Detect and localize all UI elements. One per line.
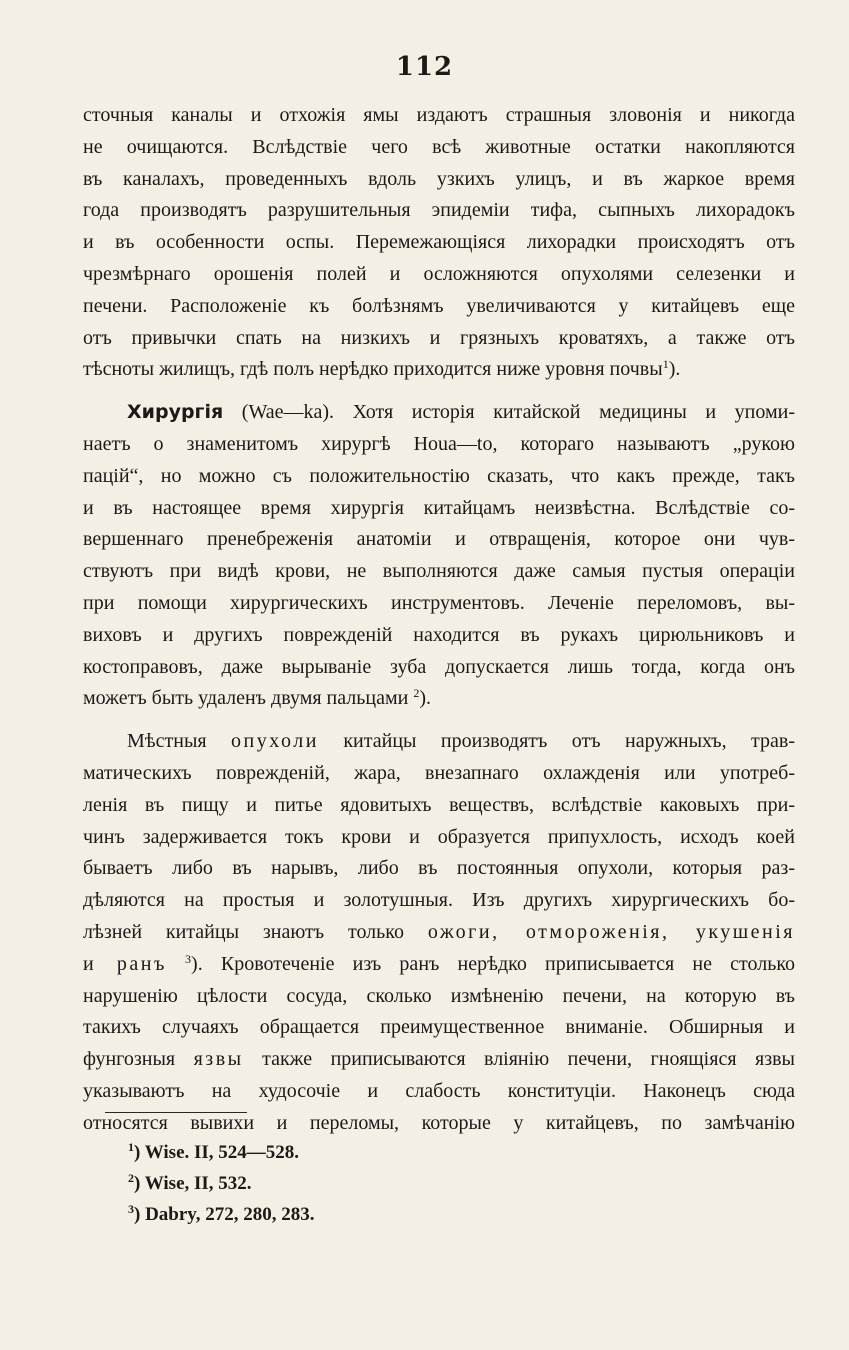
text-line: виховъ и другихъ поврежденій находится въ рукахъ цирюльниковъ и: [83, 623, 795, 646]
text-run: также приписываются вліянію печени, гноящіяся язвы: [262, 1048, 795, 1071]
spaced-term: ожоги, отмороженія, укушенія: [427, 920, 795, 943]
text-run: тѣсноты жилищъ, гдѣ полъ нерѣдко приходится ниже уровня почвы: [83, 358, 663, 381]
text-line: такихъ случаяхъ обращается преимущественное вниманіе. Обширныя и: [83, 1016, 795, 1039]
text-run: можетъ быть удаленъ двумя пальцами: [83, 687, 409, 710]
footnote-item: [128, 1168, 628, 1199]
text-line: года производятъ разрушительныя эпидеміи тифа, сыпныхъ лихорадокъ: [83, 199, 795, 222]
text-run: лѣзней китайцы знаютъ только: [83, 920, 404, 943]
text-line: указываютъ на худосочіе и слабость конституціи. Наконецъ сюда: [83, 1079, 795, 1102]
footnote-mark: 2: [128, 1171, 134, 1185]
footnote-text: ) Wise. II, 524—528.: [134, 1142, 300, 1163]
footnote-mark: 3: [128, 1202, 134, 1216]
text-line: ленія въ пищу и питье ядовитыхъ веществъ, вслѣдствіе каковыхъ при-: [83, 793, 795, 816]
paragraph-3: [83, 726, 795, 1139]
text-line: костоправовъ, даже вырываніе зуба допускается лишь тогда, когда онъ: [83, 655, 795, 678]
footnote-mark: 1: [128, 1140, 134, 1154]
spaced-term: и ранъ: [83, 952, 167, 975]
text-line: [83, 949, 795, 981]
footnote-item: [128, 1199, 628, 1230]
paragraph-2: [83, 397, 795, 715]
text-run: фунгозныя: [83, 1048, 176, 1071]
text-line: чинъ задерживается токъ крови и образуется припухлость, исходъ коей: [83, 825, 795, 848]
text-line: [83, 354, 795, 386]
text-line: [83, 397, 795, 429]
text-line: и въ особенности оспы. Перемежающіяся лихорадки происходятъ отъ: [83, 231, 795, 254]
footnote-text: ) Wise, II, 532.: [134, 1173, 252, 1194]
text-line: печени. Расположеніе къ болѣзнямъ увеличиваются у китайцевъ еще: [83, 294, 795, 317]
footnote-ref: 1: [662, 357, 669, 372]
text-line: матическихъ поврежденій, жара, внезапнаго охлажденія или употреб-: [83, 761, 795, 784]
text-line: чрезмѣрнаго орошенія полей и осложняются опухолями селезенки и: [83, 262, 795, 285]
spaced-term: язвы: [193, 1048, 244, 1071]
text-run: ).: [419, 687, 432, 710]
text-line: наетъ о знаменитомъ хирургѣ Houa—to, котораго называютъ „рукою: [83, 432, 795, 455]
footnote-text: ) Dabry, 272, 280, 283.: [134, 1204, 315, 1225]
footnote-separator: [105, 1112, 247, 1113]
footnote-ref: 3: [185, 951, 192, 966]
paragraph-gap: [83, 715, 795, 726]
text-line: и въ настоящее время хирургія китайцамъ неизвѣстна. Вслѣдствіе со-: [83, 496, 795, 519]
text-run: ). Кровотеченіе изъ ранъ нерѣдко приписывается не столько: [191, 952, 795, 975]
text-line: дѣляются на простыя и золотушныя. Изъ другихъ хирургическихъ бо-: [83, 889, 795, 912]
body-text: [83, 100, 795, 1140]
text-run: (Wae—ka). Хотя исторія китайской медицины и упоми-: [241, 401, 795, 424]
text-line: [83, 726, 795, 758]
text-line: [83, 1044, 795, 1076]
text-line: пацій“, но можно съ положительностію сказать, что какъ прежде, такъ: [83, 464, 795, 487]
text-line: сточныя каналы и отхожія ямы издаютъ страшныя зловонія и никогда: [83, 104, 795, 126]
text-run: Мѣстныя: [127, 730, 207, 753]
text-line: при помощи хирургическихъ инструментовъ. Леченіе переломовъ, вы-: [83, 591, 795, 614]
paragraph-gap: [83, 386, 795, 397]
paragraph-1: [83, 100, 795, 386]
text-line: [83, 683, 795, 715]
text-line: ствуютъ при видѣ крови, не выполняются даже самыя пустыя операціи: [83, 560, 795, 583]
footnote-ref: 2: [413, 686, 420, 701]
text-line: въ каналахъ, проведенныхъ вдоль узкихъ улицъ, и въ жаркое время: [83, 167, 795, 190]
footnotes: [128, 1137, 628, 1230]
text-line: вершеннаго пренебреженія анатоміи и отвращенія, которое они чув-: [83, 528, 795, 551]
text-line: бываетъ либо въ нарывъ, либо въ постоянныя опухоли, которыя раз-: [83, 857, 795, 880]
footnote-item: [128, 1137, 628, 1168]
text-run: ).: [668, 358, 681, 381]
section-heading: Хирургія: [127, 401, 224, 424]
text-line: не очищаются. Вслѣдствіе чего всѣ животные остатки накопляются: [83, 135, 795, 158]
page-number: 112: [395, 52, 454, 82]
text-line: [83, 917, 795, 949]
text-line: относятся вывихи и переломы, которые у китайцевъ, по замѣчанію: [83, 1111, 795, 1134]
text-run: китайцы производятъ отъ наружныхъ, трав-: [343, 730, 795, 753]
spaced-term: опухоли: [231, 730, 319, 753]
text-line: нарушенію цѣлости сосуда, сколько измѣненію печени, на которую въ: [83, 984, 795, 1007]
text-line: отъ привычки спать на низкихъ и грязныхъ кроватяхъ, а также отъ: [83, 326, 795, 349]
